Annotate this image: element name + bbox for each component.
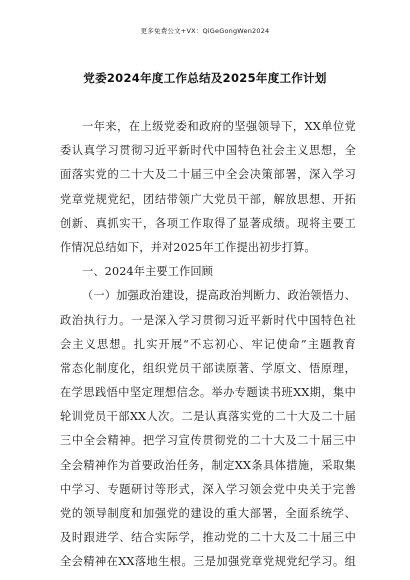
paragraph-line: 作情况总结如下，并对2025年工作提出初步打算。 (60, 240, 316, 254)
paragraph-line: 会主义思想。扎实开展“不忘初心、牢记使命”主题教育 (60, 337, 356, 351)
paragraph-line: 政治执行力。一是深入学习贯彻习近平新时代中国特色社 (60, 313, 356, 327)
paragraph-line: 党章党规党纪，团结带领广大党员干部，解放思想、开拓 (60, 192, 356, 206)
paragraph-line: 三中全会精神。把学习宣传贯彻党的二十大及二十届三中 (60, 434, 356, 448)
paragraph-line: 委认真学习贯彻习近平新时代中国特色社会主义思想，全 (60, 144, 356, 158)
paragraph-line: 常态化制度化，组织党员干部读原著、学原文、悟原理， (60, 361, 356, 375)
header-note: 更多免费公文+VX：QiGeGongWen2024 (140, 27, 270, 35)
paragraph-line: 一、2024年主要工作回顾 (82, 265, 214, 279)
paragraph-line: 一年来，在上级党委和政府的坚强领导下，XX单位党 (82, 120, 356, 133)
paragraph-line: 在学思践悟中坚定理想信念。举办专题读书班XX期，集中 (60, 386, 356, 400)
paragraph-line: 全会精神作为首要政治任务，制定XX条具体措施，采取集 (60, 458, 356, 472)
paragraph-line: 及时跟进学、结合实际学，推动党的二十大及二十届三中 (60, 531, 356, 545)
paragraph-line: 创新、真抓实干，各项工作取得了显著成绩。现将主要工 (60, 216, 356, 230)
paragraph-line: 党的领导制度和加强党的建设的重大部署，全面系统学、 (60, 507, 356, 520)
document-body (60, 115, 356, 575)
paragraph-line: 全会精神在XX落地生根。三是加强党章党规党纪学习。组 (60, 555, 356, 569)
paragraph-line: （一）加强政治建设，提高政治判断力、政治领悟力、 (82, 289, 356, 303)
paragraph-line: 面落实党的二十大及二十届三中全会决策部署，深入学习 (60, 168, 356, 182)
paragraph-line: 轮训党员干部XX人次。二是认真落实党的二十大及二十届 (60, 410, 356, 424)
paragraph-line: 中学习、专题研讨等形式，深入学习领会党中央关于完善 (60, 482, 356, 496)
document-title: 党委2024年度工作总结及2025年度工作计划 (83, 71, 327, 85)
